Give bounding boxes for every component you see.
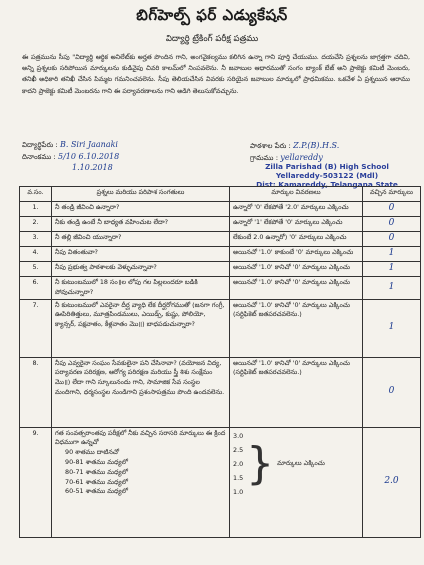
table-row xyxy=(20,247,421,262)
student-name-field xyxy=(22,140,118,151)
row-description: అయినచో '1.0' కానిచో '0' మార్కులు ఎక్కించు xyxy=(230,277,363,300)
marks-question-text: గత సంవత్సరాంతపు పరీక్షలో నీకు వచ్చిన సరాసరి మార్కులు ఈ క్రింద విధముగా ఉన్నచో xyxy=(55,428,226,447)
date-label: దినాంకము : xyxy=(22,153,56,161)
table-row xyxy=(20,299,421,357)
row-mark[interactable]: 0 xyxy=(363,202,421,217)
page-title: బిగ్‌హెల్ప్ ఫర్ ఎడ్యుకేషన్ xyxy=(136,6,288,24)
school-stamp xyxy=(232,162,422,189)
list-item: 2.5 xyxy=(233,445,244,454)
handwritten-extra-value: 1.10.2018 xyxy=(72,163,113,172)
row-question: నీ కుటుంబములో 18 సం॥ల లోపు గల పిల్లలందరూ బడికి పోవుచున్నారా? xyxy=(52,277,230,300)
row-mark[interactable]: 1 xyxy=(363,299,421,357)
brace-icon: } xyxy=(246,437,275,489)
student-name-label: విద్యార్థిపేరు : xyxy=(22,141,58,149)
stamp-line-2: Yellareddy-503122 (Mdl) xyxy=(275,171,379,180)
row-number: 2. xyxy=(20,217,52,232)
table-row xyxy=(20,357,421,427)
row-description: ఉన్నారో '0' లేకపోతే '2.0' మార్కులు ఎక్కించు xyxy=(230,202,363,217)
table-row xyxy=(20,232,421,247)
row-question: నీ తల్లి జీవించి యున్నారా? xyxy=(52,232,230,247)
date-value: 5/10 6.10.2018 xyxy=(58,152,120,161)
table-header-row xyxy=(20,187,421,202)
handwritten-extra xyxy=(72,163,113,172)
row-mark[interactable]: 1 xyxy=(363,277,421,300)
row-description: లేకుంటే 2.0 ఉన్నారో) '0' మార్కులు ఎక్కించు xyxy=(230,232,363,247)
list-item: 3.0 xyxy=(233,431,244,440)
row-question xyxy=(52,427,230,537)
student-name-value: B. Siri Jaanaki xyxy=(59,140,118,149)
row-description: అయినచో '1.0' కాకుంటే '0' మార్కులు ఎక్కించు xyxy=(230,247,363,262)
row-question: నీ కుటుంబములో ఎవరైనా దీర్ఘ వ్యాధి లేక దీర్ఘరోగముతో (జనగా గంగ్రీ, ఊపిరితిత్తులు, మూత్రపిండములు, ఎయిడ్స్, కుష్టు, పోలియో, క్యాన్సర్, పక్షవాతం, కీళ్లవాతం మొ॥) బాధపడుచున్నారా? xyxy=(52,299,230,357)
row-question: నీ తండ్రి జీవించి ఉన్నారా? xyxy=(52,202,230,217)
row-mark[interactable]: 0 xyxy=(363,217,421,232)
row-mark[interactable]: 1 xyxy=(363,247,421,262)
row-question: నీపు ఎవ్వరైనా సంఘం సేవకులైనా పని చేసినావా? (వయోజన విద్య, పర్యావరణ పరిరక్షణ, ఆరోగ్య పరిరక్షణ మరియు స్త్రీ శిశు సంక్షేమం మొ॥) లేదా గాని స్కూలునందు గాని, సామాజిక సేవ సంస్థల మందిగాని, ధర్మసంస్థల నుండిగాని ప్రశంసాపత్రము పొంది ఉందవలెను. xyxy=(52,357,230,427)
school-name-value: Z.P.(B).H.S. xyxy=(293,141,340,150)
list-item: 90-81 శాతము మధ్యలో xyxy=(65,457,128,466)
percentage-range-list xyxy=(55,448,226,497)
list-item: 80-71 శాతము మధ్యలో xyxy=(65,467,128,476)
score-list xyxy=(233,429,243,499)
table-row xyxy=(20,262,421,277)
list-item: 60-51 శాతము మధ్యలో xyxy=(65,487,128,496)
row-number: 8. xyxy=(20,357,52,427)
col-header-question: ప్రశ్నలు మరియు పరిపాశ సంగతులు xyxy=(52,187,230,202)
col-header-description: మార్కుల వివరణలు xyxy=(230,187,363,202)
row-number: 6. xyxy=(20,277,52,300)
stamp-line-3: Dist: Kamareddy, Telangana State xyxy=(256,180,398,189)
table-row xyxy=(20,427,421,537)
row-number: 4. xyxy=(20,247,52,262)
score-scale xyxy=(233,429,359,499)
instructions-paragraph: ఈ పత్రమును సీపు "విద్యార్థి ఆర్థిక అనిలేట్‌కు అర్హత పొందిన గాని, అంగవైకల్యము కలిగిన ఉన్నా గాని పూర్తి చేయుము. దయచేసి ప్రశ్నలను జాగ్రత్తగా చదివి, అన్ని ప్రశ్నలకు సరిపోయిన మార్కులను కుడివైపు చివరి కాలమ్‌లో నింపవలెను. నీ జవాబుల ఆధారముతో సంగం బ్యాంక్ బేజ్ అని ప్రాజెక్టు కమిటీ మెంబరు, తనిఖీ అధికారి తనిఖీ చేసిన పిమ్మట గమనించవలెను. సీపు తెలియచేసిన వివరకు సరియైన జవాబుల మార్కులో ప్రాధమికము. ఒకవేళ ఏ ప్రశ్నయిన ఆరాము కాదని ప్రాజెక్టు కమిటీ మెంబరను గాని ఈ పర్యావరణాలను గాని అడిగి తెలుసుకోవచ్చును. xyxy=(22,53,410,95)
page-subtitle: విద్యార్థి ట్రేకింగ్ పరీక్ష పత్రము xyxy=(165,34,259,44)
marks-table xyxy=(19,186,421,538)
school-name-field xyxy=(250,141,339,152)
row-description: అయినచో '1.0' కానిచో '0' మార్కులు ఎక్కించు (సర్టిఫికెట్ జతపరచవలెను.) xyxy=(230,299,363,357)
row-description: అయినచో '1.0' కానిచో '0' మార్కులు ఎక్కించు (సర్టిఫికెట్ జతపరచవలెను.) xyxy=(230,357,363,427)
table-row xyxy=(20,217,421,232)
col-header-sno: వ.సం. xyxy=(20,187,52,202)
row-number: 7. xyxy=(20,299,52,357)
row-number: 1. xyxy=(20,202,52,217)
table-row xyxy=(20,277,421,300)
village-label: గ్రామము : xyxy=(250,154,279,162)
row-number: 3. xyxy=(20,232,52,247)
row-description: ఉన్నారో '1' లేకపోతే '0' మార్కులు ఎక్కించు xyxy=(230,217,363,232)
scale-description: మార్కులు ఎక్కించు xyxy=(277,458,325,467)
table-row xyxy=(20,202,421,217)
stamp-line-1: Zilla Parishad (B) High School xyxy=(265,162,389,171)
village-value: yellareddy xyxy=(280,153,323,162)
row-mark[interactable]: 0 xyxy=(363,357,421,427)
list-item: 1.5 xyxy=(233,473,244,482)
row-mark[interactable]: 0 xyxy=(363,232,421,247)
school-name-label: పాఠశాల పేరు : xyxy=(250,142,291,150)
row-number: 5. xyxy=(20,262,52,277)
row-mark[interactable]: 2.0 xyxy=(363,427,421,537)
list-item: 1.0 xyxy=(233,487,244,496)
row-question: నీపు వితంతువా? xyxy=(52,247,230,262)
date-field xyxy=(22,152,119,163)
row-question: నీకు తండ్రి ఉంటే నీ బాధ్యత వహించుట లేదా? xyxy=(52,217,230,232)
row-description xyxy=(230,427,363,537)
list-item: 90 శాతము దాటినచో xyxy=(65,448,119,457)
row-mark[interactable]: 1 xyxy=(363,262,421,277)
row-number: 9. xyxy=(20,427,52,537)
list-item: 2.0 xyxy=(233,459,244,468)
row-description: అయినచో '1.0' కానిచో '0' మార్కులు ఎక్కించు xyxy=(230,262,363,277)
list-item: 70-61 శాతము మధ్యలో xyxy=(65,477,128,486)
row-question: నీపు ప్రభుత్వ పాఠశాలకు వెళ్ళుచున్నావా? xyxy=(52,262,230,277)
col-header-marks: వచ్చిన మార్కులు xyxy=(363,187,421,202)
